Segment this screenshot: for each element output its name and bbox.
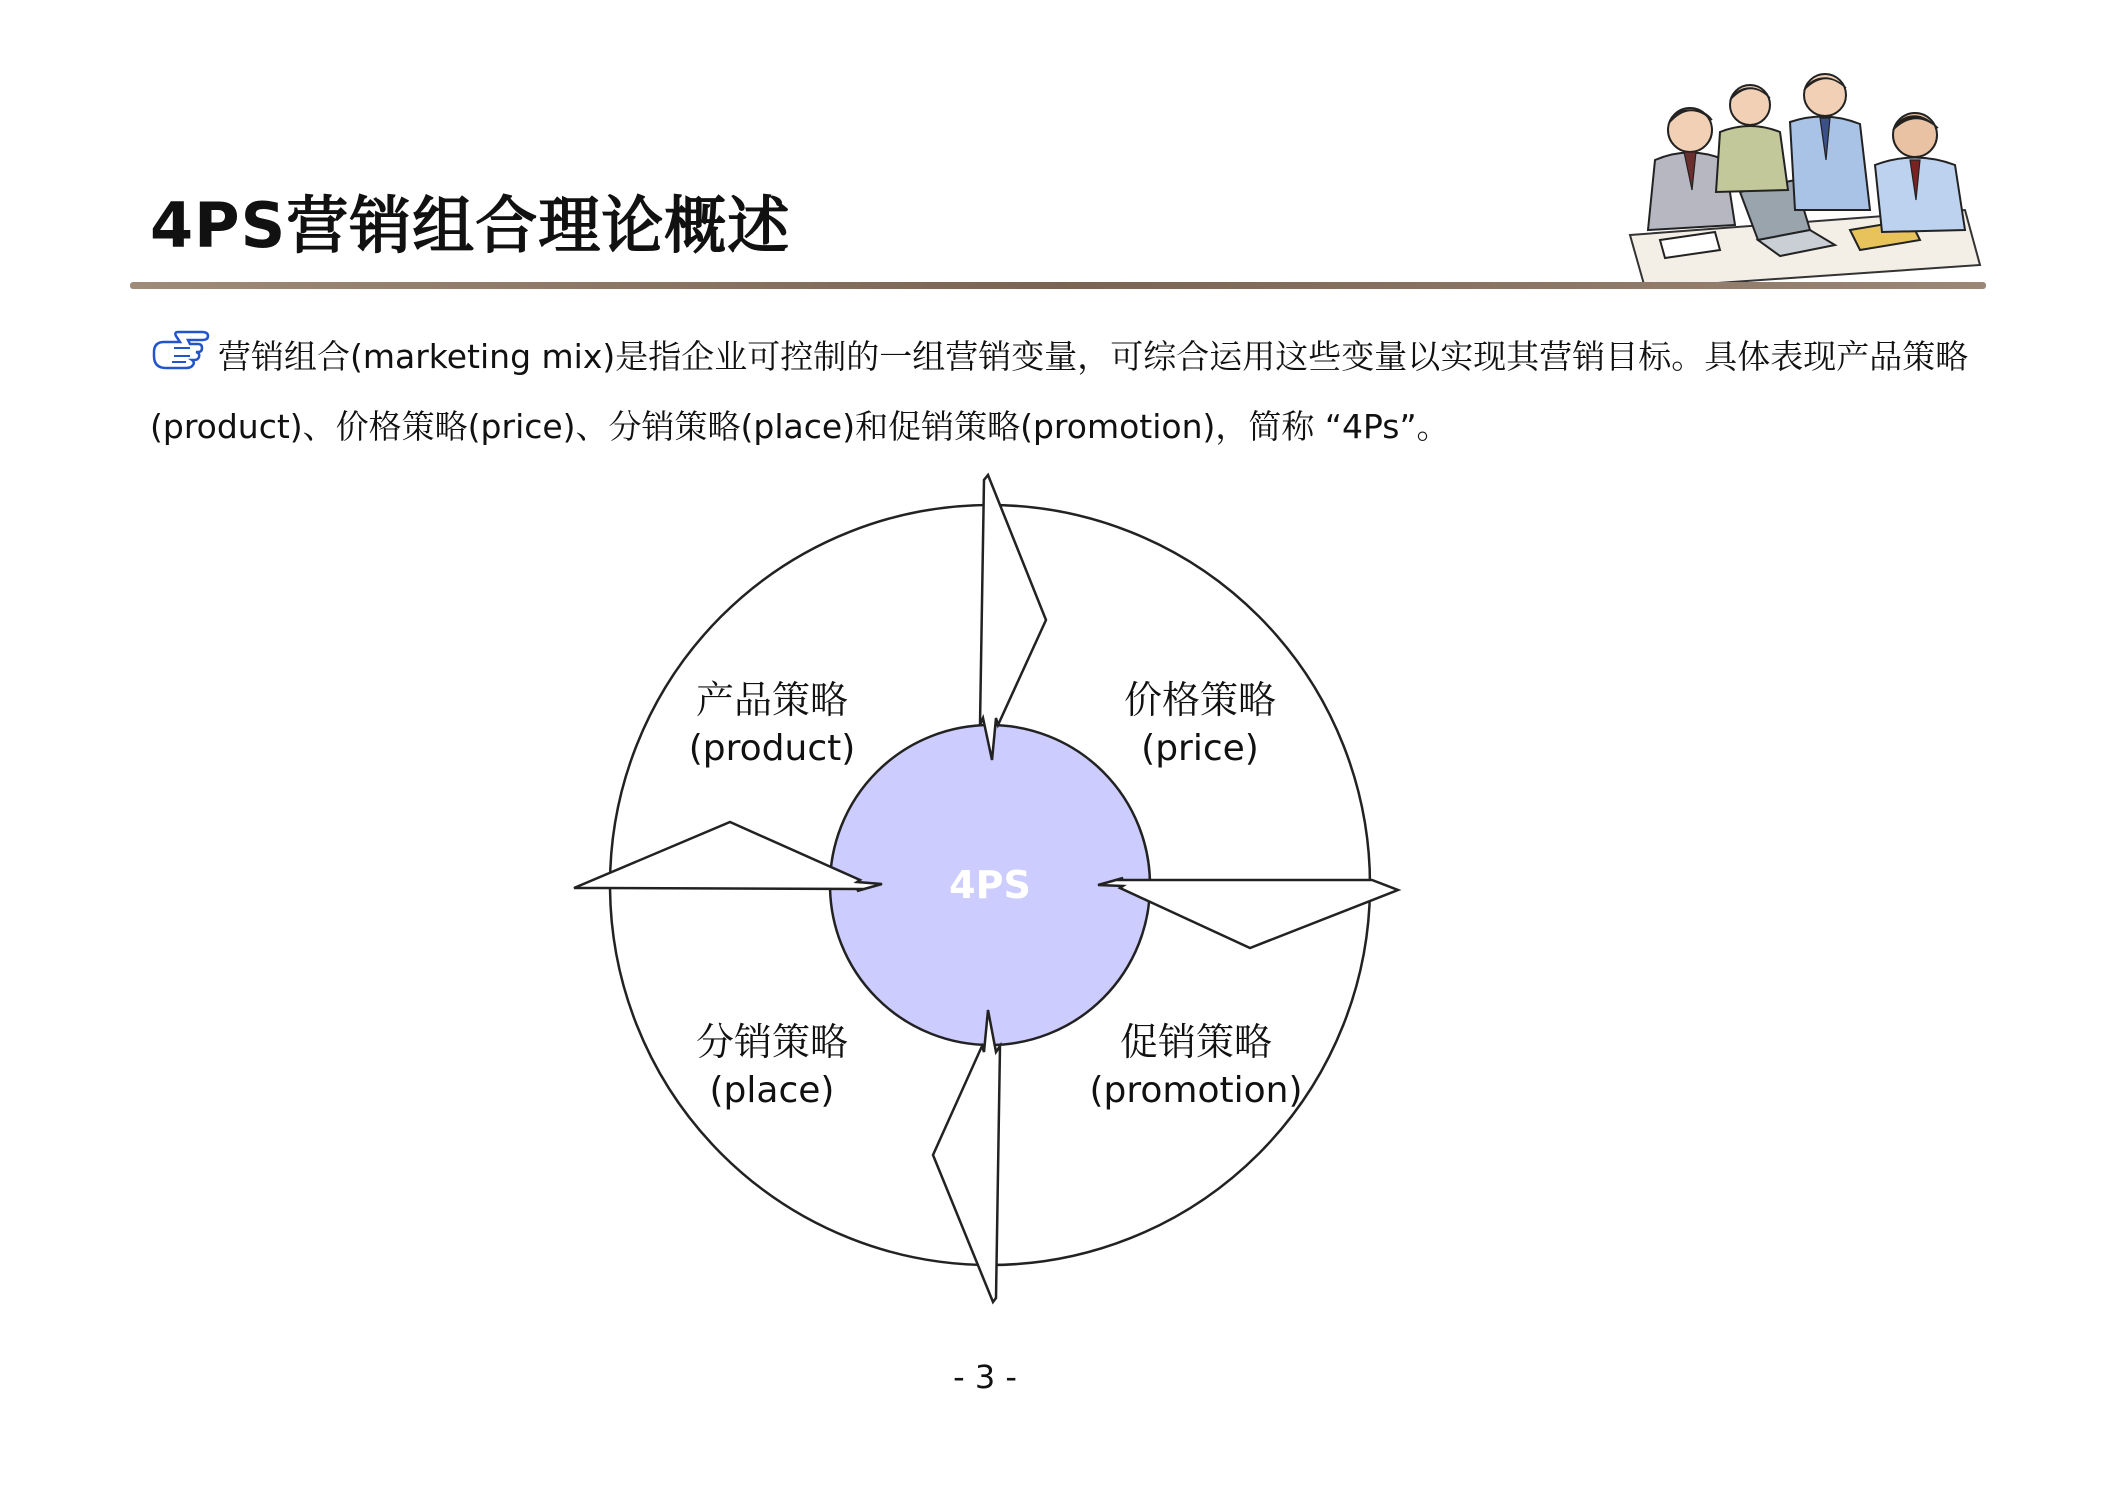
quadrant-product-cn: 产品策略 — [695, 678, 849, 722]
quadrant-promotion-cn: 促销策略 — [1119, 1020, 1273, 1064]
quadrant-place-en: (place) — [709, 1070, 835, 1111]
intro-text: 营销组合(marketing mix)是指企业可控制的一组营销变量，可综合运用这些变量以实现其营销目标。具体表现产品策略(product)、价格策略(price)、分销策略(place)和促销策略(promotion)，简称 “4Ps”。 — [150, 337, 1969, 446]
intro-paragraph — [150, 322, 1970, 462]
quadrant-product-en: (product) — [688, 728, 856, 769]
title-divider — [130, 282, 1986, 289]
4ps-cycle-diagram — [560, 460, 1420, 1320]
quadrant-promotion-en: (promotion) — [1089, 1070, 1303, 1111]
quadrant-price-cn: 价格策略 — [1123, 678, 1277, 722]
slide-title: 4PS营销组合理论概述 — [150, 189, 791, 262]
center-label: 4PS — [949, 863, 1031, 907]
team-meeting-illustration — [1620, 60, 1990, 290]
quadrant-place-cn: 分销策略 — [695, 1020, 849, 1064]
page-number: - 3 - — [953, 1358, 1017, 1396]
quadrant-price-en: (price) — [1141, 728, 1259, 769]
pointing-hand-icon — [150, 330, 212, 370]
